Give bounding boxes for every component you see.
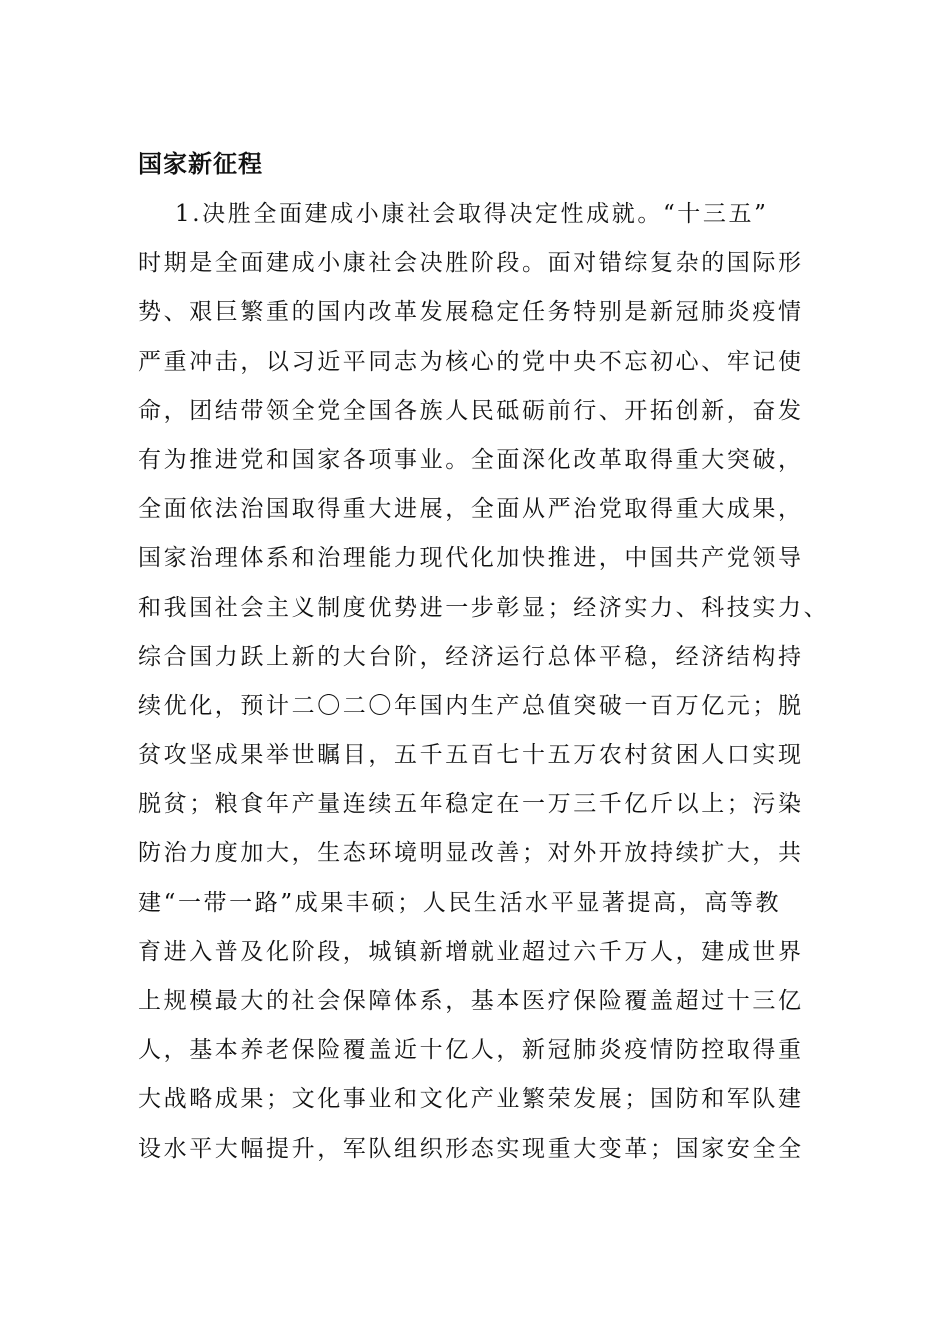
text-line: 和我国社会主义制度优势进一步彰显；经济实力、科技实力、 <box>138 594 830 621</box>
section-heading: 国家新征程 <box>138 149 263 178</box>
text-line: 1.决胜全面建成小康社会取得决定性成就。“十三五” <box>175 201 769 227</box>
text-line: 建“一带一路”成果丰硕；人民生活水平显著提高，高等教 <box>138 889 782 916</box>
text-line: 国家治理体系和治理能力现代化加快推进，中国共产党领导 <box>138 545 804 572</box>
text-line: 势、艰巨繁重的国内改革发展稳定任务特别是新冠肺炎疫情 <box>138 299 804 326</box>
text-line: 脱贫；粮食年产量连续五年稳定在一万三千亿斤以上；污染 <box>138 791 804 818</box>
text-line: 设水平大幅提升，军队组织形态实现重大变革；国家安全全 <box>138 1135 804 1162</box>
text-line: 大战略成果；文化事业和文化产业繁荣发展；国防和军队建 <box>138 1086 804 1113</box>
text-line: 时期是全面建成小康社会决胜阶段。面对错综复杂的国际形 <box>138 250 804 277</box>
text-line: 命，团结带领全党全国各族人民砥砺前行、开拓创新，奋发 <box>138 397 804 424</box>
text-line: 全面依法治国取得重大进展，全面从严治党取得重大成果， <box>138 496 804 523</box>
text-line: 育进入普及化阶段，城镇新增就业超过六千万人，建成世界 <box>138 938 804 965</box>
text-line: 人，基本养老保险覆盖近十亿人，新冠肺炎疫情防控取得重 <box>138 1037 804 1064</box>
text-line: 综合国力跃上新的大台阶，经济运行总体平稳，经济结构持 <box>138 643 804 670</box>
text-line: 严重冲击，以习近平同志为核心的党中央不忘初心、牢记使 <box>138 348 804 375</box>
text-line: 贫攻坚成果举世瞩目，五千五百七十五万农村贫困人口实现 <box>138 742 804 769</box>
text-line: 有为推进党和国家各项事业。全面深化改革取得重大突破， <box>138 446 804 473</box>
text-line: 防治力度加大，生态环境明显改善；对外开放持续扩大，共 <box>138 840 804 867</box>
text-line: 上规模最大的社会保障体系，基本医疗保险覆盖超过十三亿 <box>138 988 804 1014</box>
body-paragraph <box>138 190 838 1174</box>
text-line: 续优化，预计二〇二〇年国内生产总值突破一百万亿元；脱 <box>138 692 804 719</box>
